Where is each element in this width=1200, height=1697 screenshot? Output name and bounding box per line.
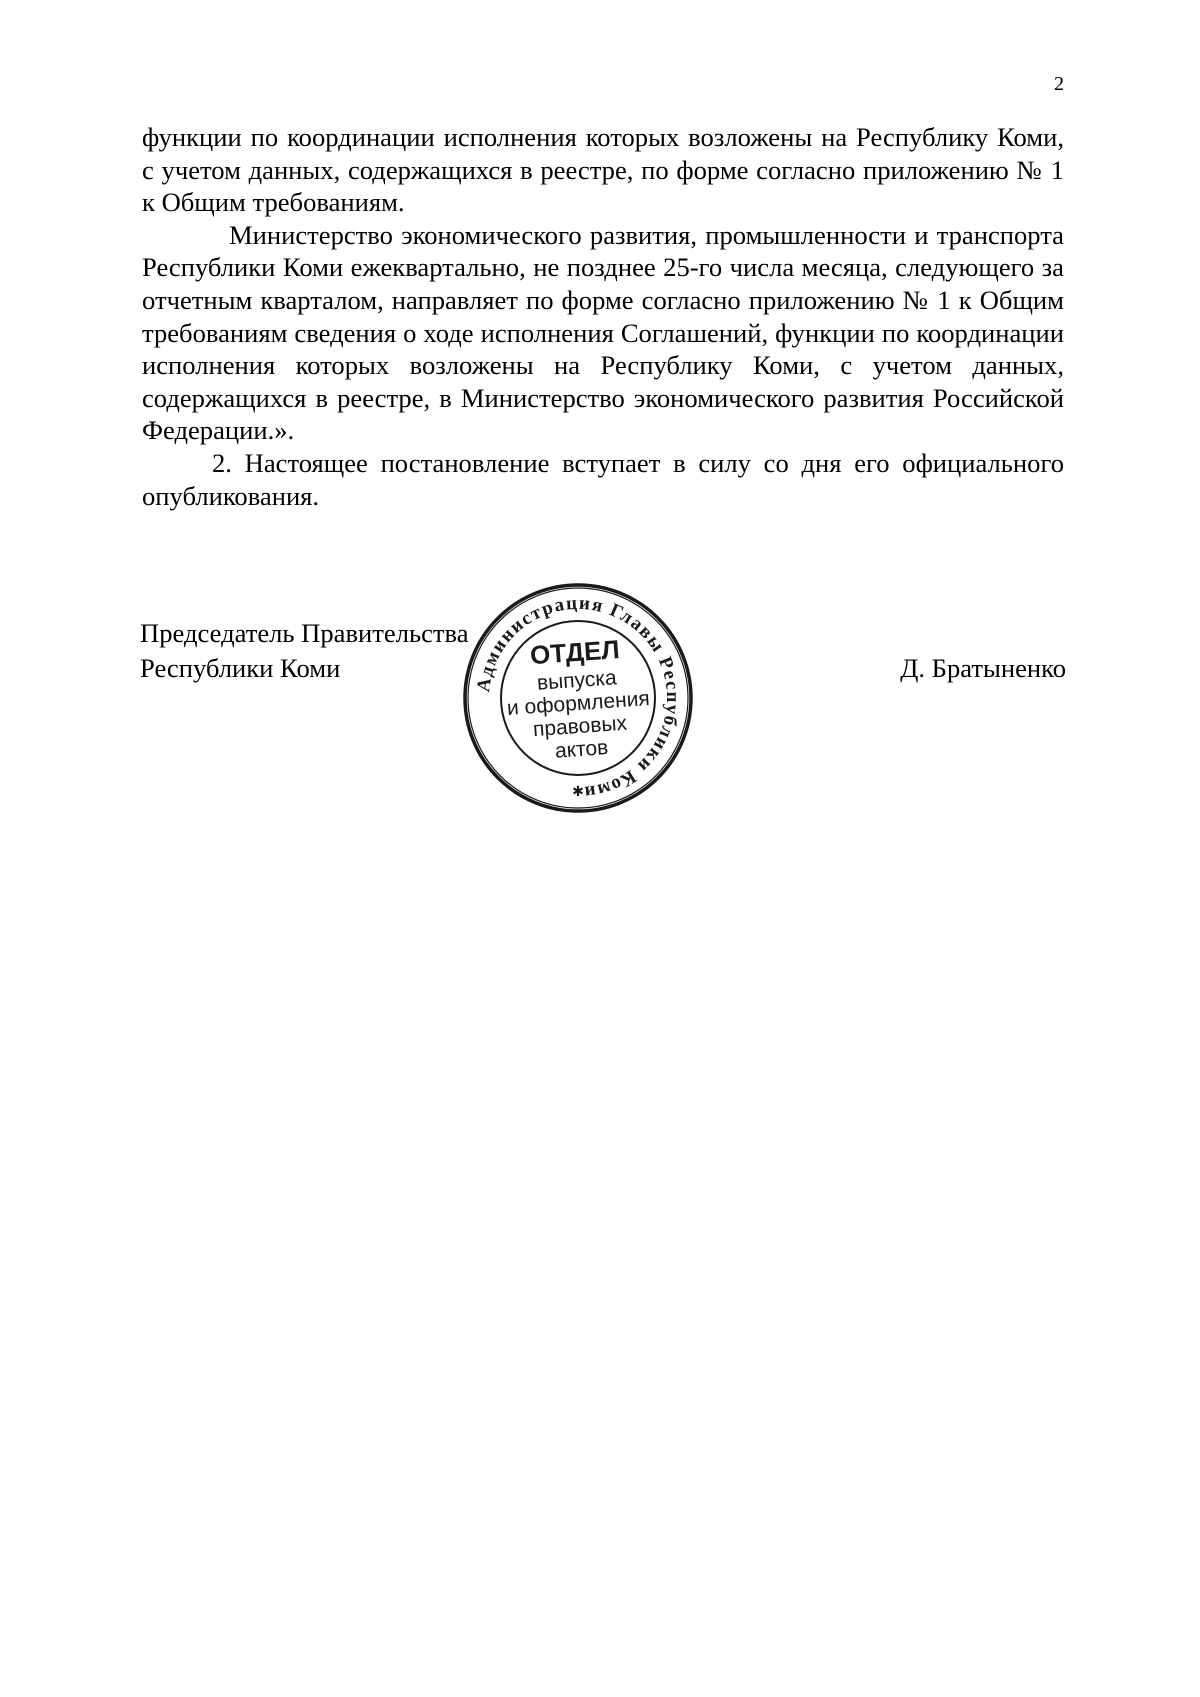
stamp-line-acts: актов: [554, 736, 609, 763]
document-body: [142, 121, 1064, 512]
stamp-line-formatting: и оформления: [506, 687, 651, 720]
paragraph-effective-date: 2. Настоящее постановление вступает в силу со дня его официального опубликования.: [142, 447, 1064, 511]
stamp-department-title: ОТДЕЛ: [529, 634, 621, 671]
stamp-star-icon: ✱: [572, 784, 584, 800]
signatory-name: Д. Братыненко: [900, 653, 1066, 683]
official-stamp: [462, 582, 694, 814]
paragraph-continuation: функции по координации исполнения которых возложены на Республику Коми, с учетом данных, содержащихся в реестре, по форме согласно приложению № 1 к Общим требованиям.: [142, 122, 1064, 218]
signatory-position-line2: Республики Коми: [140, 653, 341, 683]
paragraph-ministry-reporting: Министерство экономического развития, промышленности и транспорта Республики Коми ежеквартально, не позднее 25-го числа месяца, следующего за отчетным кварталом, направляет по форме согласно приложению № 1 к Общим требованиям сведения о ходе исполнения Соглашений, функции по координации исполнения которых возложены на Республику Коми, с учетом данных, содержащихся в реестре, в Министерство экономического развития Российской Федерации.».: [142, 219, 1064, 446]
stamp-ring-text: Администрация Главы Республики Коми: [473, 592, 684, 804]
stamp-graphic: [462, 582, 694, 814]
page-number: 2: [1054, 73, 1064, 95]
stamp-line-legal: правовых: [532, 711, 628, 742]
stamp-line-release: выпуска: [536, 666, 618, 695]
signatory-position-line1: Председатель Правительства: [140, 618, 469, 648]
signatory-position: [140, 616, 469, 686]
